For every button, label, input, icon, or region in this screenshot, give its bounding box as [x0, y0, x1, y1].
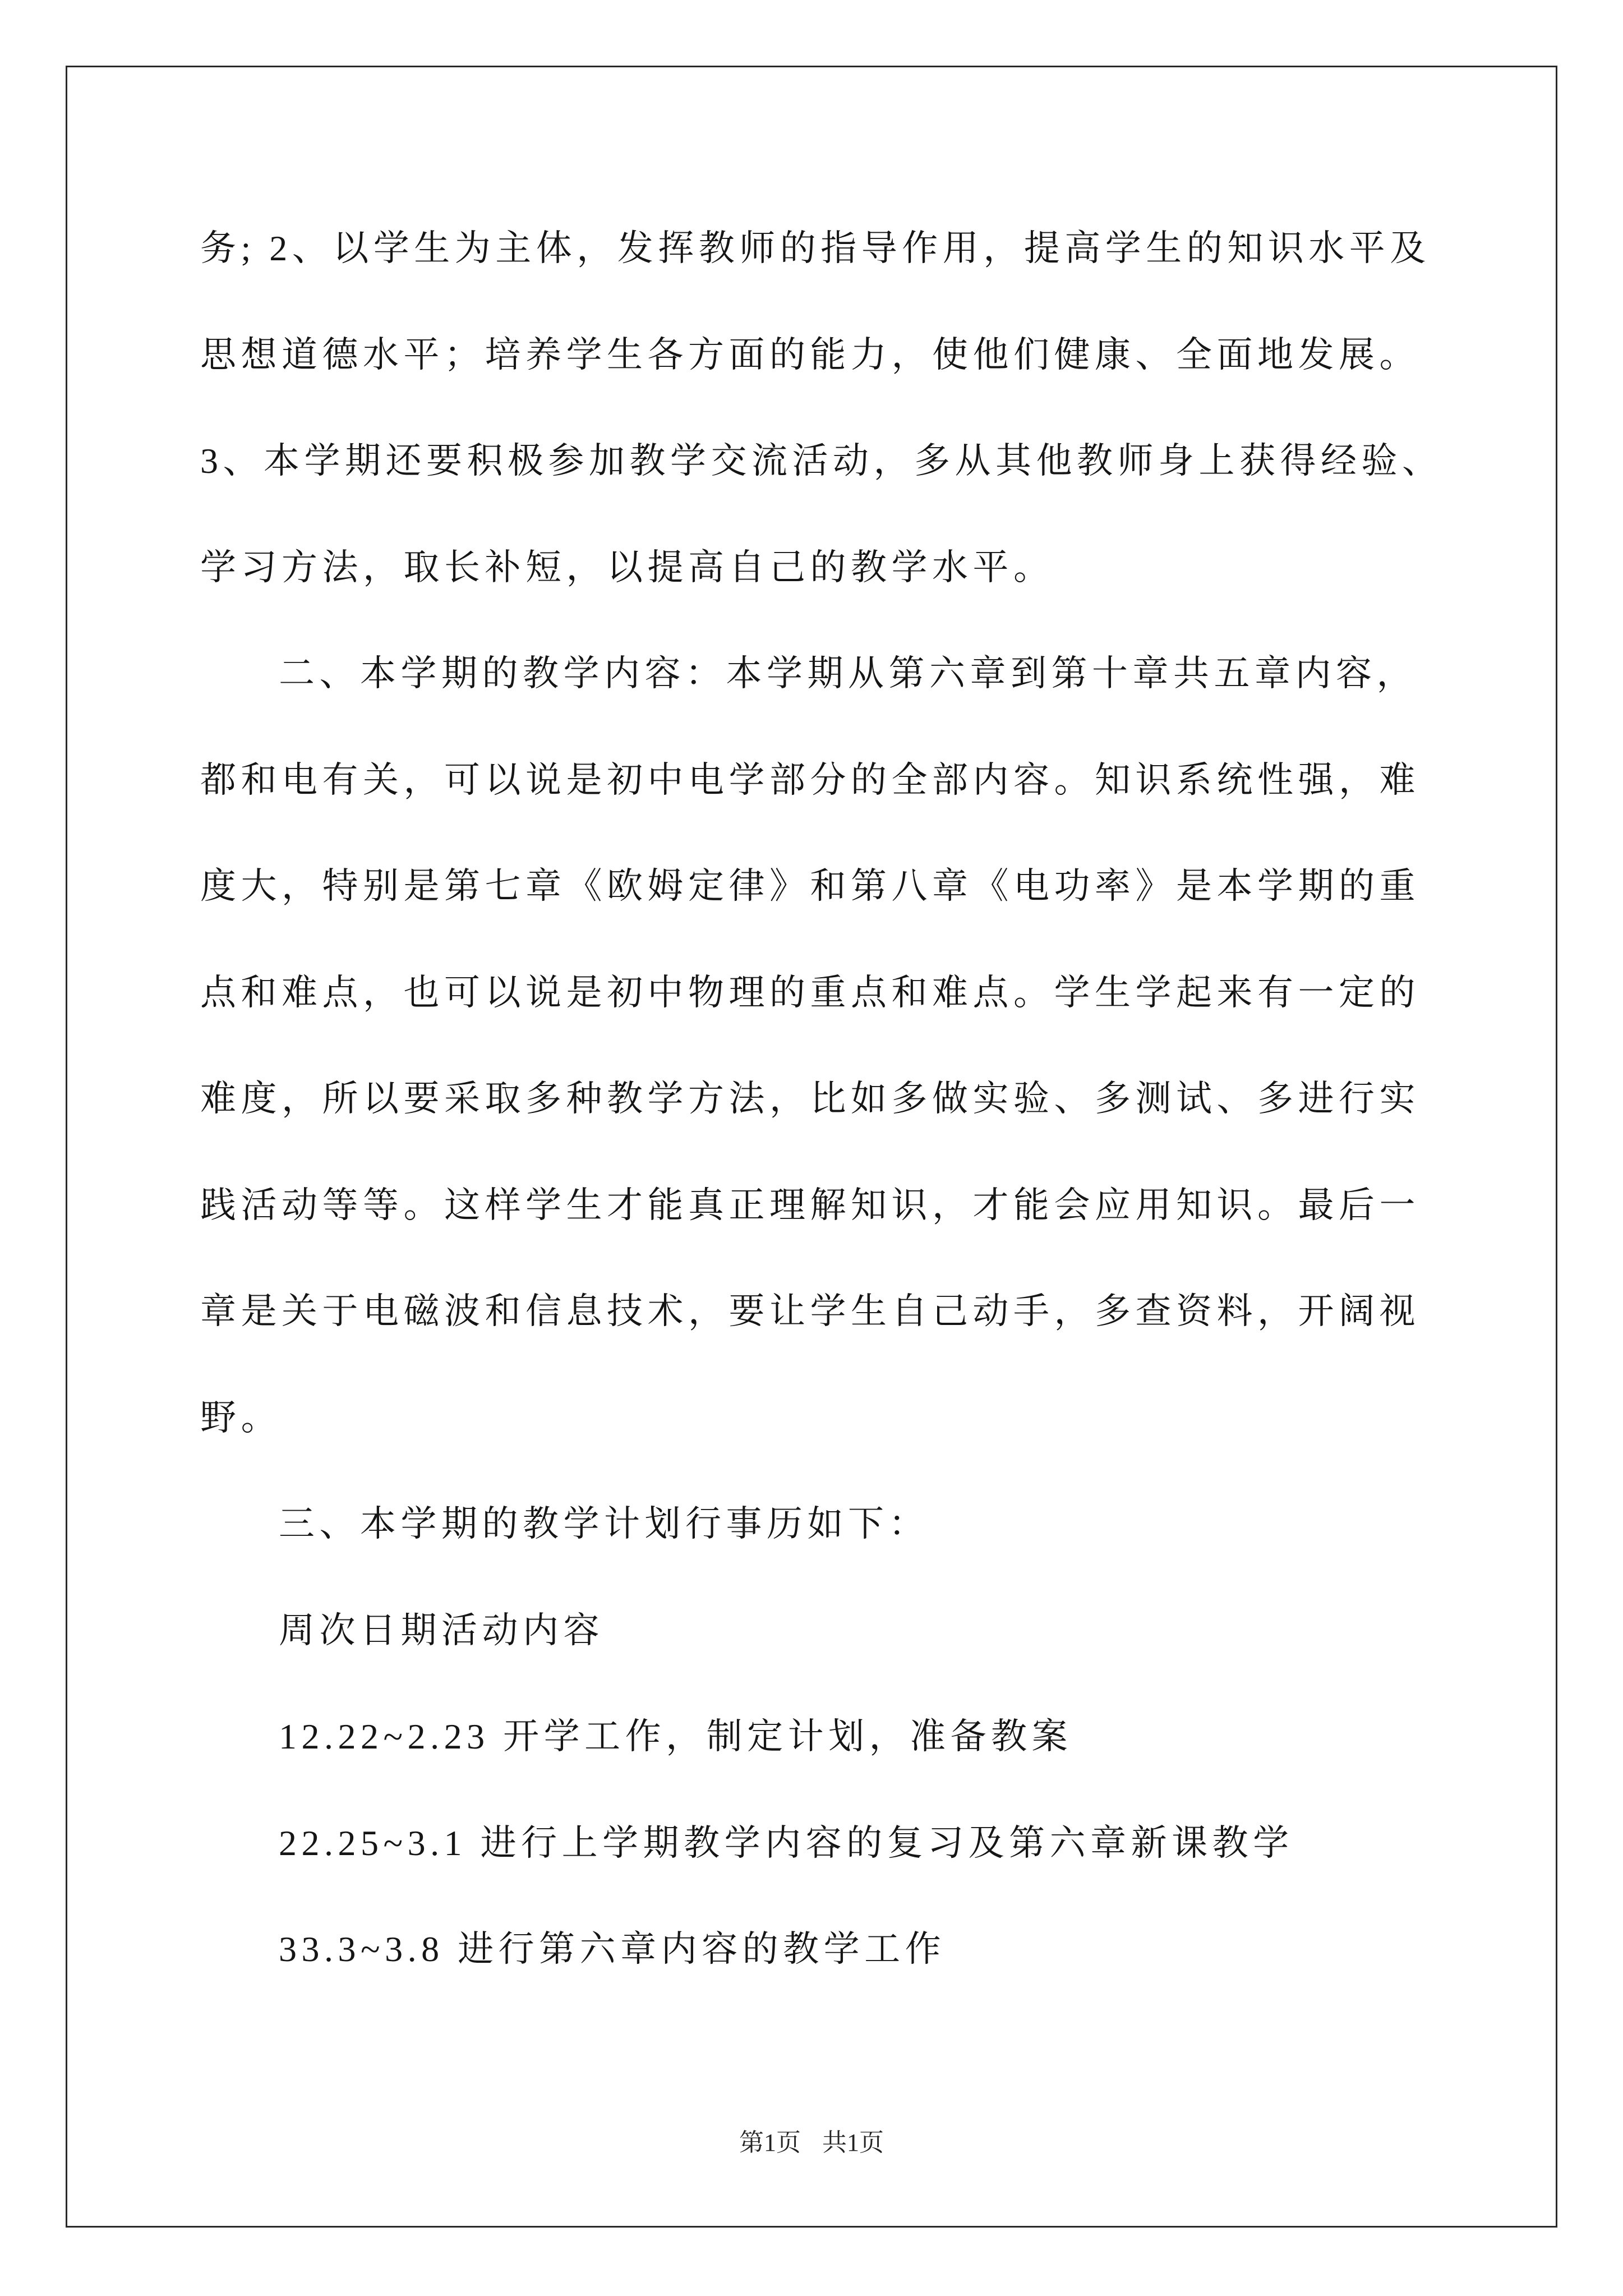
schedule-entry: 22.25~3.1 进行上学期教学内容的复习及第六章新课教学 [279, 1823, 1294, 1863]
section-heading: 三、本学期的教学计划行事历如下： [279, 1504, 929, 1544]
text-line: 点和难点，也可以说是初中物理的重点和难点。学生学起来有一定的 [200, 972, 1420, 1013]
text-line: 都和电有关，可以说是初中电学部分的全部内容。知识系统性强，难 [200, 760, 1420, 800]
paragraph-schedule-week-1 [200, 1683, 1524, 1790]
text-line: 野。 [200, 1397, 282, 1438]
paragraph-teaching-content [200, 620, 1524, 1471]
text-line: 3、本学期还要积极参加教学交流活动，多从其他教师身上获得经验、 [200, 441, 1443, 481]
page-footer [0, 2126, 1623, 2160]
text-line: 章是关于电磁波和信息技术，要让学生自己动手，多查资料，开阔视 [200, 1291, 1420, 1331]
paragraph-schedule-week-3 [200, 1896, 1524, 2003]
text-line: 度大，特别是第七章《欧姆定律》和第八章《电功率》是本学期的重 [200, 866, 1420, 906]
page-total: 共1页 [822, 2129, 884, 2156]
schedule-header: 周次日期活动内容 [279, 1610, 604, 1650]
text-line: 学习方法，取长补短，以提高自己的教学水平。 [200, 547, 1054, 587]
text-line: 思想道德水平；培养学生各方面的能力，使他们健康、全面地发展。 [200, 334, 1420, 375]
schedule-entry: 12.22~2.23 开学工作，制定计划，准备教案 [279, 1717, 1073, 1756]
text-line: 践活动等等。这样学生才能真正理解知识，才能会应用知识。最后一 [200, 1185, 1420, 1225]
text-line: 二、本学期的教学内容：本学期从第六章到第十章共五章内容， [279, 654, 1417, 693]
schedule-entry: 33.3~3.8 进行第六章内容的教学工作 [279, 1929, 946, 1969]
page-number: 第1页 [739, 2129, 801, 2156]
paragraph-schedule-week-2 [200, 1790, 1524, 1897]
document-body [200, 195, 1524, 2003]
text-line: 难度，所以要采取多种教学方法，比如多做实验、多测试、多进行实 [200, 1079, 1420, 1119]
paragraph-goals-continued [200, 195, 1524, 620]
paragraph-schedule-columns [200, 1577, 1524, 1684]
text-line: 务; 2、以学生为主体，发挥教师的指导作用，提高学生的知识水平及 [200, 228, 1431, 268]
paragraph-schedule-heading [200, 1471, 1524, 1577]
